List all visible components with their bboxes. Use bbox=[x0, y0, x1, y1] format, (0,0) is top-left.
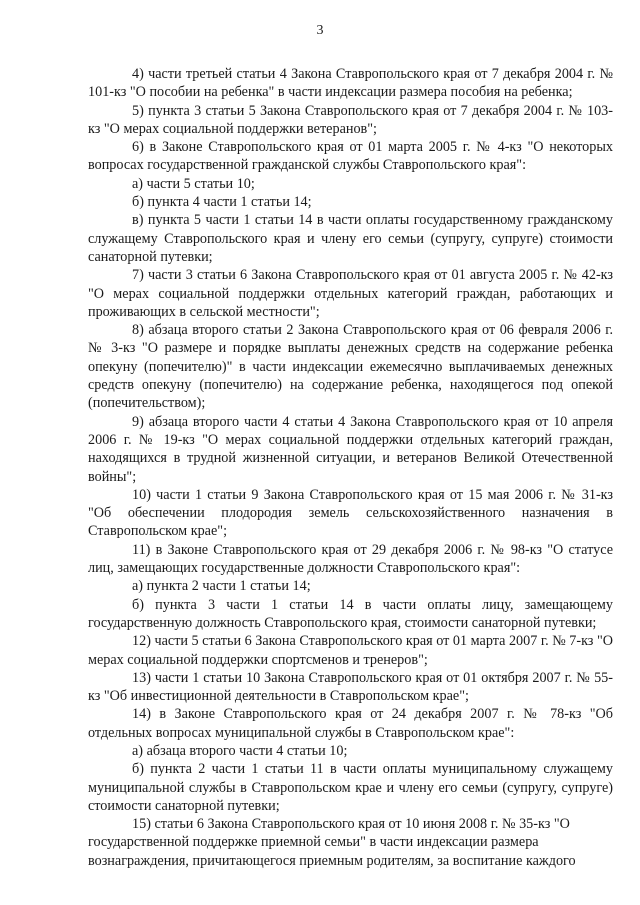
document-body bbox=[88, 65, 613, 870]
paragraph-item-9: 9) абзаца второго части 4 статьи 4 Закона Ставропольского края от 10 апреля 2006 г. № 19-кз "О мерах социальной поддержки отдельных категорий граждан, находящихся в трудной жизненной ситуации, и ветеранов Великой Отечественной войны"; bbox=[88, 413, 613, 485]
paragraph-item-4: 4) части третьей статьи 4 Закона Ставропольского края от 7 декабря 2004 г. № 101-кз "О пособии на ребенка" в части индексации размера пособия на ребенка; bbox=[88, 66, 613, 101]
page-number: 3 bbox=[316, 23, 324, 38]
paragraph-subitem-14a: а) абзаца второго части 4 статьи 10; bbox=[132, 742, 348, 759]
paragraph-subitem-6a: а) части 5 статьи 10; bbox=[132, 175, 255, 192]
paragraph-subitem-11b: б) пункта 3 части 1 статьи 14 в части оплаты лицу, замещающему государственную должность Ставропольского края, стоимости санаторной путевки; bbox=[88, 596, 613, 631]
paragraph-item-14: 14) в Законе Ставропольского края от 24 декабря 2007 г. № 78-кз "Об отдельных вопросах муниципальной службы в Ставропольском крае": bbox=[88, 706, 613, 741]
paragraph-subitem-6b: б) пункта 4 части 1 статьи 14; bbox=[132, 194, 312, 211]
paragraph-item-5: 5) пункта 3 статьи 5 Закона Ставропольского края от 7 декабря 2004 г. № 103-кз "О мерах социальной поддержки ветеранов"; bbox=[88, 102, 613, 137]
paragraph-subitem-6v: в) пункта 5 части 1 статьи 14 в части оплаты государственному гражданскому служащему Ставропольского края и члену его семьи (супругу, супруге) стоимости санаторной путевки; bbox=[88, 212, 613, 265]
paragraph-item-8: 8) абзаца второго статьи 2 Закона Ставропольского края от 06 февраля 2006 г. № 3-кз "О размере и порядке выплаты денежных средств на содержание ребенка опекуну (попечителю)" в части индексации ежемесячно выплачиваемых денежных средств опекуну (попечителю) на содержание ребенка, находящегося под опекой (попечительством); bbox=[88, 322, 613, 412]
paragraph-item-12: 12) части 5 статьи 6 Закона Ставропольского края от 01 марта 2007 г. № 7-кз "О мерах социальной поддержки спортсменов и тренеров"; bbox=[88, 633, 613, 668]
paragraph-item-10: 10) части 1 статьи 9 Закона Ставропольского края от 15 мая 2006 г. № 31-кз "Об обеспечении плодородия земель сельскохозяйственного назначения в Ставропольском крае"; bbox=[88, 486, 613, 540]
paragraph-item-13: 13) части 1 статьи 10 Закона Ставропольского края от 01 октября 2007 г. № 55-кз "Об инвестиционной деятельности в Ставропольском крае"; bbox=[88, 669, 613, 705]
paragraph-item-7: 7) части 3 статьи 6 Закона Ставропольского края от 01 августа 2005 г. № 42-кз "О мерах социальной поддержки отдельных категорий граждан, работающих и проживающих в сельской местности"; bbox=[88, 267, 613, 320]
paragraph-item-6: 6) в Законе Ставропольского края от 01 марта 2005 г. № 4-кз "О некоторых вопросах государственной гражданской службы Ставропольского края": bbox=[88, 139, 613, 174]
paragraph-subitem-14b: б) пункта 2 части 1 статьи 11 в части оплаты муниципальному служащему муниципальной службы в Ставропольском крае и члену его семьи (супругу, супруге) стоимости санаторной путевки; bbox=[88, 761, 613, 814]
paragraph-item-11: 11) в Законе Ставропольского края от 29 декабря 2006 г. № 98-кз "О статусе лиц, замещающих государственные должности Ставропольского края": bbox=[88, 541, 613, 577]
paragraph-item-15: 15) статьи 6 Закона Ставропольского края от 10 июня 2008 г. № 35-кз "О государственной поддержке приемной семьи" в части индексации размера вознаграждения, причитающегося приемным родителям, за воспитание каждого bbox=[88, 816, 576, 869]
paragraph-subitem-11a: а) пункта 2 части 1 статьи 14; bbox=[132, 578, 311, 595]
